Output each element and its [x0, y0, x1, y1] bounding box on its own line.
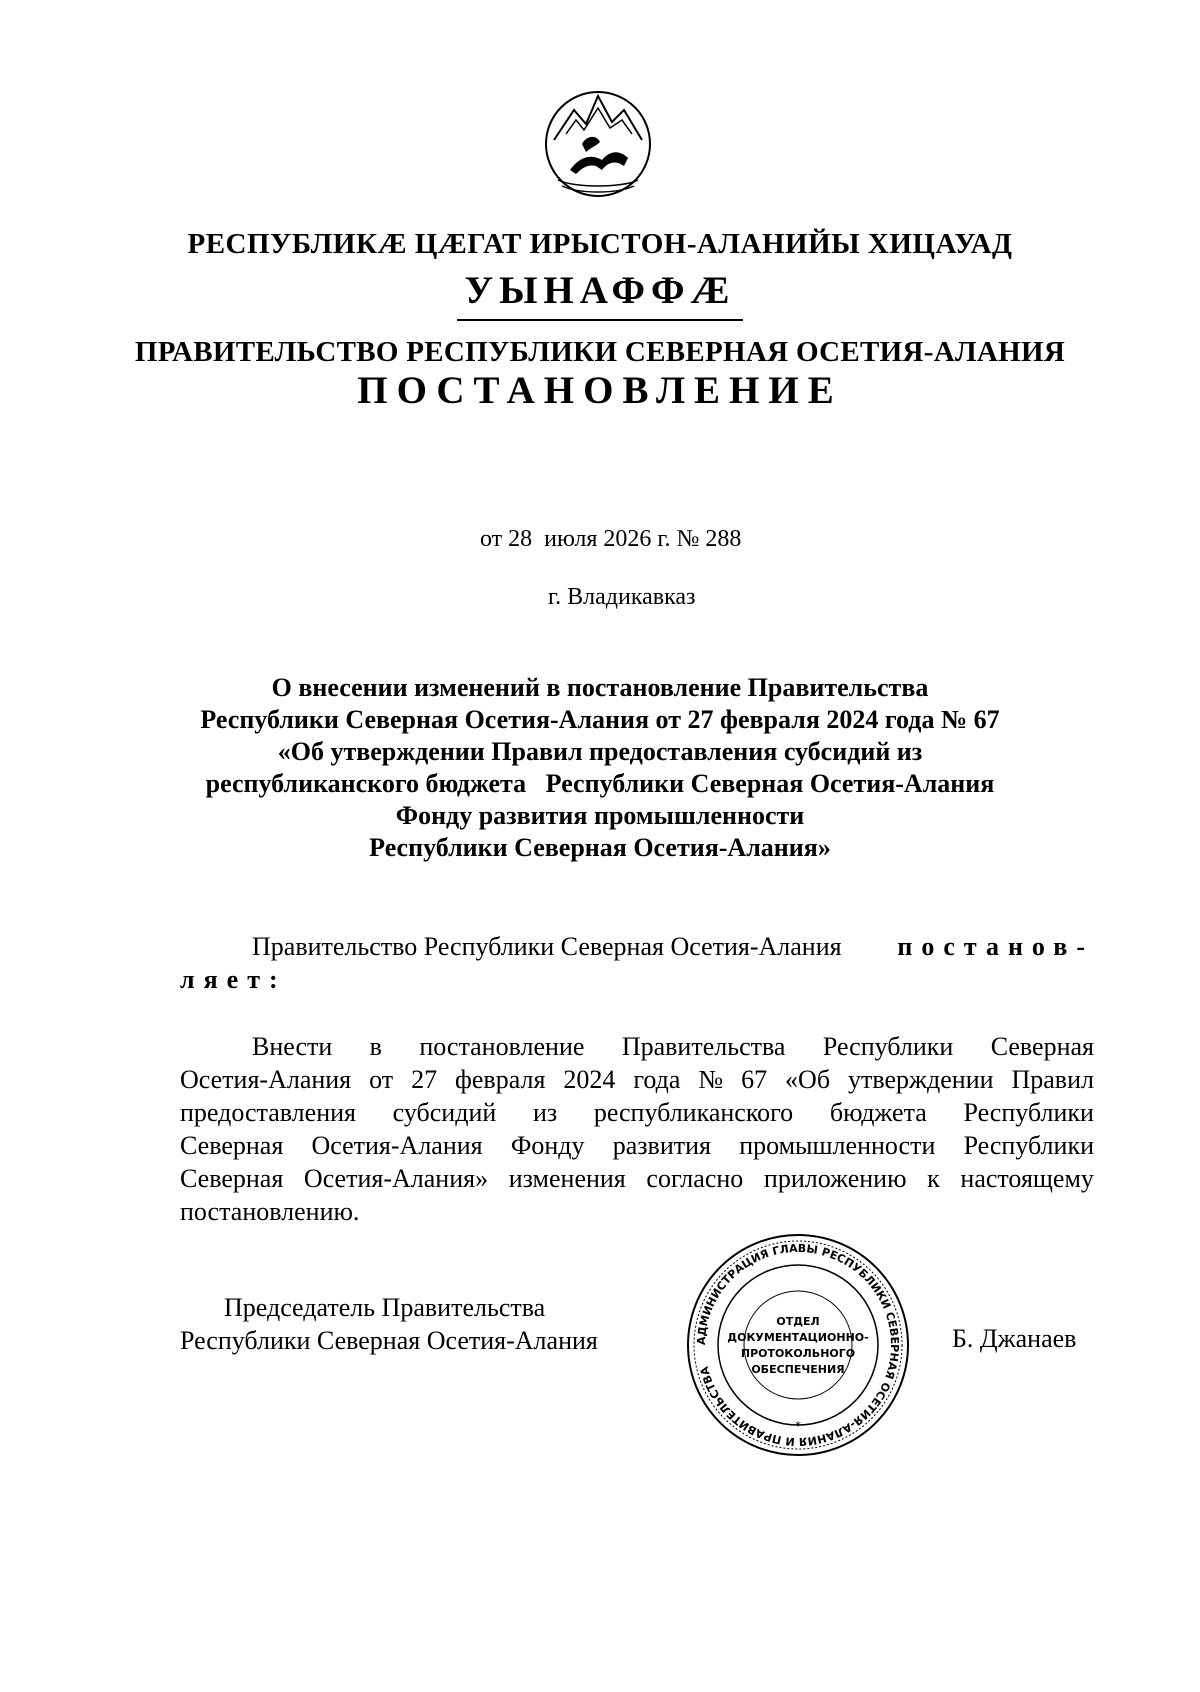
paragraph-word: Северная [180, 1164, 284, 1193]
paragraph-word: предоставления [180, 1098, 356, 1127]
paragraph-word: приложению [763, 1164, 907, 1193]
paragraph-word: настоящему [960, 1164, 1094, 1193]
title-line: Фонду развития промышленности [395, 801, 805, 830]
stamp-star-icon: * [795, 1419, 801, 1433]
title-line: Республики Северная Осетия-Алания от 27 февраля 2024 года № 67 [200, 705, 1000, 734]
paragraph-word: промышленности [739, 1131, 936, 1160]
ossetian-government-title: РЕСПУБЛИКӔ ЦӔГАТ ИРЫСТОН-АЛАНИЙЫ ХИЦАУАД [187, 228, 1013, 260]
title-line: республиканского бюджета Республики Северная Осетия-Алания [205, 769, 995, 798]
paragraph-word: 27 [411, 1065, 438, 1094]
paragraph-word: развития [612, 1131, 711, 1160]
paragraph-word: года [633, 1065, 681, 1094]
paragraph-word: бюджета [829, 1098, 927, 1127]
preamble-line [180, 963, 1094, 996]
signatory-position-line1: Председатель Правительства [224, 1293, 546, 1322]
paragraph-word: Фонду [510, 1131, 585, 1160]
paragraph-word: согласно [646, 1164, 744, 1193]
paragraph-line-last: постановлению. [180, 1197, 360, 1226]
paragraph-word: Осетия-Алания» [303, 1164, 489, 1193]
coat-of-arms-emblem [540, 80, 656, 208]
preamble-spaced-2: ляет: [180, 965, 287, 994]
paragraph-word: из [532, 1098, 558, 1127]
preamble-text: Правительство Республики Северная Осетия-Алания [252, 932, 842, 961]
paragraph-word: в [369, 1032, 382, 1061]
paragraph-word: Правительства [621, 1032, 786, 1061]
paragraph-line [180, 1030, 1094, 1063]
preamble [180, 930, 1094, 996]
paragraph-word: «Об [785, 1065, 831, 1094]
paragraph-word: Внести [252, 1032, 333, 1061]
stamp-ring-text: АДМИНИСТРАЦИЯ ГЛАВЫ РЕСПУБЛИКИ СЕВЕРНАЯ ОСЕТИЯ-АЛАНИЯ И ПРАВИТЕЛЬСТВА [694, 1241, 902, 1449]
signatory-position [180, 1291, 598, 1357]
document-city: г. Владикавказ [548, 584, 696, 610]
preamble-spaced-1: постанов- [897, 932, 1094, 961]
stamp-center-line: ПРОТОКОЛЬНОГО [740, 1347, 856, 1360]
paragraph-word: Осетия-Алания [311, 1131, 483, 1160]
paragraph-word: 67 [741, 1065, 768, 1094]
paragraph-word: от [369, 1065, 394, 1094]
paragraph-word: № [698, 1065, 724, 1094]
document-title [0, 672, 1200, 864]
paragraph-word: к [927, 1164, 940, 1193]
paragraph-line [180, 1096, 1094, 1129]
document-date-number: от 28 июля 2026 г. № 288 [480, 526, 742, 552]
paragraph-word: Республики [822, 1032, 954, 1061]
ossetian-doc-type [0, 268, 1200, 321]
paragraph-word: 2024 [563, 1065, 616, 1094]
paragraph-line [180, 1162, 1094, 1195]
paragraph-word: постановление [419, 1032, 585, 1061]
stamp-center-line: ОТДЕЛ [776, 1315, 820, 1328]
paragraph-line [180, 1063, 1094, 1096]
paragraph-word: субсидий [392, 1098, 497, 1127]
paragraph-word: утверждении [848, 1065, 994, 1094]
ossetian-doc-type-text: УЫНАФФӔ [457, 268, 744, 321]
stamp-center-line: ОБЕСПЕЧЕНИЯ [751, 1363, 845, 1376]
russian-doc-type: ПОСТАНОВЛЕНИЕ [357, 369, 843, 412]
title-line: «Об утверждении Правил предоставления субсидий из [277, 737, 923, 766]
russian-government-title: ПРАВИТЕЛЬСТВО РЕСПУБЛИКИ СЕВЕРНАЯ ОСЕТИЯ-АЛАНИЯ [134, 336, 1066, 368]
paragraph-line [180, 1129, 1094, 1162]
paragraph-word: Республики [963, 1098, 1094, 1127]
paragraph-word: февраля [455, 1065, 546, 1094]
title-line: О внесении изменений в постановление Правительства [271, 673, 929, 702]
preamble-line [180, 930, 1094, 963]
paragraph-word: Республики [963, 1131, 1094, 1160]
paragraph-word: Осетия-Алания [180, 1065, 352, 1094]
title-line: Республики Северная Осетия-Алания» [369, 833, 831, 862]
signatory-position-line2: Республики Северная Осетия-Алания [180, 1326, 598, 1355]
paragraph-word: изменения [508, 1164, 626, 1193]
paragraph-word: республиканского [593, 1098, 794, 1127]
main-paragraph [180, 1030, 1094, 1228]
paragraph-word: Правил [1011, 1065, 1094, 1094]
paragraph-word: Северная [180, 1131, 284, 1160]
stamp-center-line: ДОКУМЕНТАЦИОННО- [727, 1331, 869, 1344]
signatory-name: Б. Джанаев [952, 1324, 1077, 1353]
paragraph-word: Северная [990, 1032, 1094, 1061]
official-stamp [683, 1230, 913, 1460]
